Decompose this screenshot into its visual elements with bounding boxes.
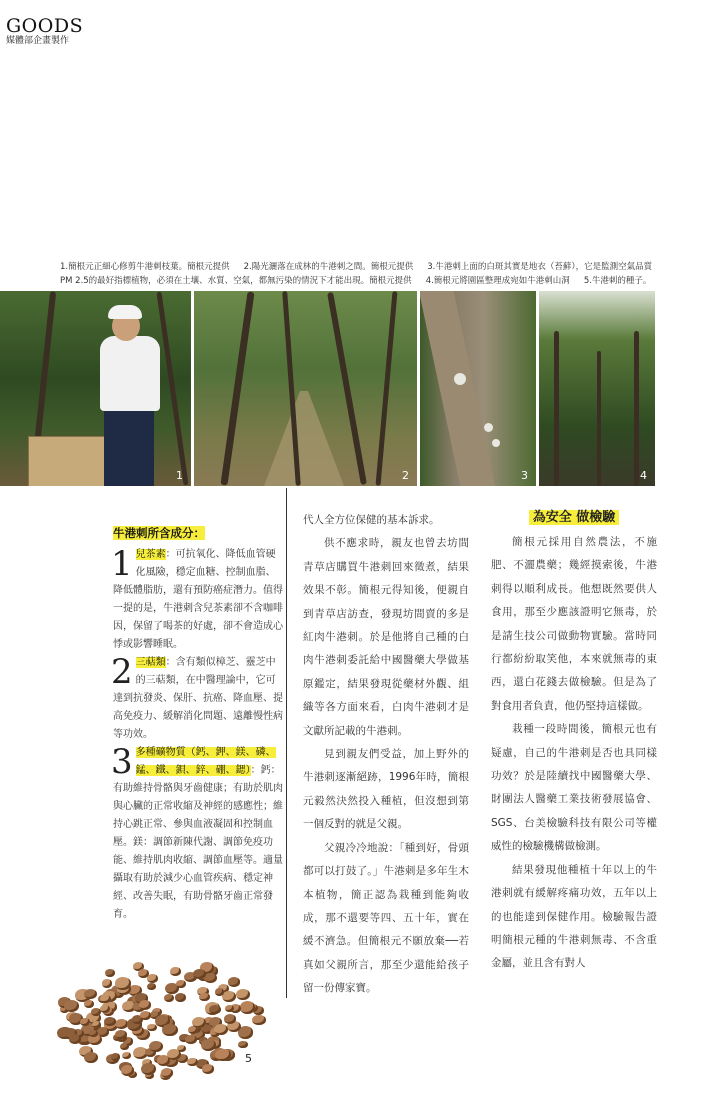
item-text: ：可抗氧化、降低血管硬化風險，穩定血糖、控制血脂、降低體脂肪，還有預防癌症潛力。值得一提的是，牛港刺含兒茶素卻不含咖啡因，保留了喝茶的好處，卻不會造成心悸或影響睡眠。: [113, 549, 283, 650]
seed: [140, 1011, 151, 1020]
seed: [215, 988, 225, 996]
paragraph: 栽種一段時間後，簡根元也有疑慮，自己的牛港刺是否也具同樣功效？於是陸續找中國醫藥大學、財團法人醫藥工業技術發展協會、SGS、台美檢驗科技有限公司等權威性的檢驗機構做檢測。: [491, 723, 657, 853]
item-heading: 三萜類: [135, 657, 166, 668]
photo-number: 1: [176, 469, 183, 482]
seed: [64, 1000, 79, 1012]
caption-4: 4.簡根元將園區整理成宛如牛港刺山洞: [425, 276, 570, 286]
seed: [167, 1049, 181, 1060]
seed: [138, 969, 149, 978]
seed: [175, 993, 186, 1002]
seed: [215, 1049, 230, 1061]
seed: [92, 1021, 101, 1028]
seed: [84, 1052, 98, 1063]
photo-number: 4: [640, 469, 647, 482]
paragraph: 父親冷冷地說：「種到好，骨頭都可以打鼓了。」牛港刺是多年生木本植物，簡正認為栽種到能夠收成，那不還要等四、五十年，實在緩不濟急。但簡根元不願放棄──若真如父親所言，那至少還能給孩子留一份傳家寶。: [303, 841, 469, 995]
brand-subtitle: 媒體部企畫製作: [6, 36, 70, 46]
photo-captions: [60, 260, 660, 288]
seed: [252, 1015, 265, 1026]
photo-number: 2: [402, 469, 409, 482]
item-text: ：含有類似樟芝、靈芝中的三萜類，在中醫理論中，它可達到抗發炎、保肝、抗癌、降血壓、提高免疫力、緩解消化問題、遠離慢性病等功效。: [113, 657, 283, 740]
seed: [228, 977, 240, 986]
photo-tree-tunnel: [539, 291, 655, 486]
seed: [122, 1052, 132, 1060]
page-header: [6, 16, 83, 47]
brand-title: GOODS: [6, 15, 84, 37]
sidebar-title: 牛港刺所含成分：: [113, 526, 205, 540]
item-number: 1: [111, 544, 133, 584]
paragraph: 見到親友們受益，加上野外的牛港刺逐漸絕跡，1996年時，簡根元毅然決然投入種植，但沒想到第一個反對的就是父親。: [303, 748, 469, 831]
paragraph: 代人全方位保健的基本訴求。: [303, 514, 440, 526]
caption-line-1: [60, 260, 660, 274]
seed: [147, 1024, 156, 1032]
ingredient-item: [113, 546, 283, 654]
photo-farmer-pruning: [0, 291, 191, 486]
article-column-middle: [303, 509, 469, 1001]
seed: [170, 967, 180, 975]
caption-5: 5.牛港刺的種子。: [583, 276, 652, 286]
caption-line-2: [60, 274, 660, 288]
ingredient-item: [113, 744, 283, 924]
column-divider: [286, 488, 287, 998]
seed: [164, 994, 174, 1002]
seed: [115, 1030, 127, 1039]
seed: [69, 1034, 81, 1044]
seed: [139, 1000, 151, 1010]
item-number: 3: [111, 742, 133, 782]
paragraph: 簡根元採用自然農法，不施肥、不灑農藥；幾經摸索後，牛港刺得以順利成長。他想既然要供人食用，那至少應該證明它無毒，於是請生技公司做動物實驗。當時同行都紛紛取笑他，本來就無毒的東西，還白花錢去做檢驗。但是為了對食用者負責，他仍堅持這樣做。: [491, 536, 657, 712]
caption-1: 1.簡根元正細心修剪牛港刺枝葉。簡根元提供: [60, 262, 230, 272]
seed: [80, 1018, 90, 1026]
seed: [111, 1053, 121, 1061]
seed: [162, 1024, 178, 1036]
seed: [147, 983, 156, 990]
photo-number: 3: [521, 469, 528, 482]
cardboard-box: [28, 436, 108, 486]
photo-lichen-trunk: [420, 291, 536, 486]
item-heading: 兒茶素: [135, 549, 166, 560]
item-heading: 多種礦物質（鈣、鉀、鎂、磷、錳、鐵、鋇、鋅、硼、鍶）: [135, 747, 276, 776]
photo-grove-path: [194, 291, 417, 486]
seed: [105, 969, 116, 977]
seed: [202, 1064, 214, 1074]
seed: [120, 1043, 130, 1051]
seed: [115, 977, 130, 989]
seed: [84, 989, 96, 999]
item-number: 2: [111, 652, 133, 692]
seed: [224, 1014, 236, 1024]
paragraph: 供不應求時，親友也曾去坊間青草店購買牛港刺回來徵煮，結果效果不彰。簡根元得知後，便親自到青草店訪查，發現坊間賣的多是紅肉牛港刺。於是他將自己種的白肉牛港刺委託給中國醫藥大學做基原鑑定，結果發現從藥材外觀、組織等各方面來看，白肉牛港刺才是文獻所記載的牛港刺。: [303, 537, 469, 737]
caption-3-cont: PM 2.5的最好指標植物，必須在土壤、水質、空氣，都無污染的情況下才能出現。簡根元提供: [60, 276, 412, 286]
seed-photo: [52, 938, 268, 1088]
ingredient-item: [113, 654, 283, 744]
seed: [176, 980, 186, 988]
seed: [199, 993, 210, 1002]
seed: [149, 1041, 163, 1052]
caption-2: 2.陽光灑落在成林的牛港刺之間。簡根元提供: [243, 262, 414, 272]
seed: [121, 1065, 134, 1076]
seed: [214, 1024, 228, 1035]
section-heading: 為安全 做檢驗: [491, 506, 657, 525]
paragraph: 結果發現他種植十年以上的牛港刺就有緩解疼痛功效，五年以上的也能達到保健作用。檢驗報告證明簡根元種的牛港刺無毒、不含重金屬，並且含有對人: [491, 863, 657, 970]
caption-3: 3.牛港刺上面的白斑其實是地衣（苔蘚），它是監測空氣品質: [427, 262, 653, 272]
seed: [84, 1000, 94, 1008]
article-column-right: [491, 531, 657, 976]
photo-number: 5: [245, 1052, 252, 1065]
seed: [147, 974, 158, 982]
seed: [141, 1063, 156, 1075]
seed: [102, 979, 112, 987]
seed: [192, 1017, 206, 1028]
ingredients-sidebar: [113, 524, 283, 924]
seed: [236, 989, 250, 1000]
seed: [185, 1035, 197, 1045]
seed: [240, 1001, 256, 1013]
seed: [115, 1019, 127, 1029]
seed: [238, 1041, 248, 1049]
seed: [209, 1005, 221, 1015]
item-text: ：鈣：有助維持骨骼與牙齒健康；有助於肌肉與心臟的正常收縮及神經的感應性；維持心跳正常、參與血液凝固和控制血壓。鎂：調節新陳代謝、調節免疫功能、維持肌肉收縮、調節血壓等。適量攝取有助於減少心血管疾病、穩定神經、改善失眠，有助骨骼牙齒正常發育。: [113, 765, 283, 920]
seed: [161, 1068, 173, 1078]
